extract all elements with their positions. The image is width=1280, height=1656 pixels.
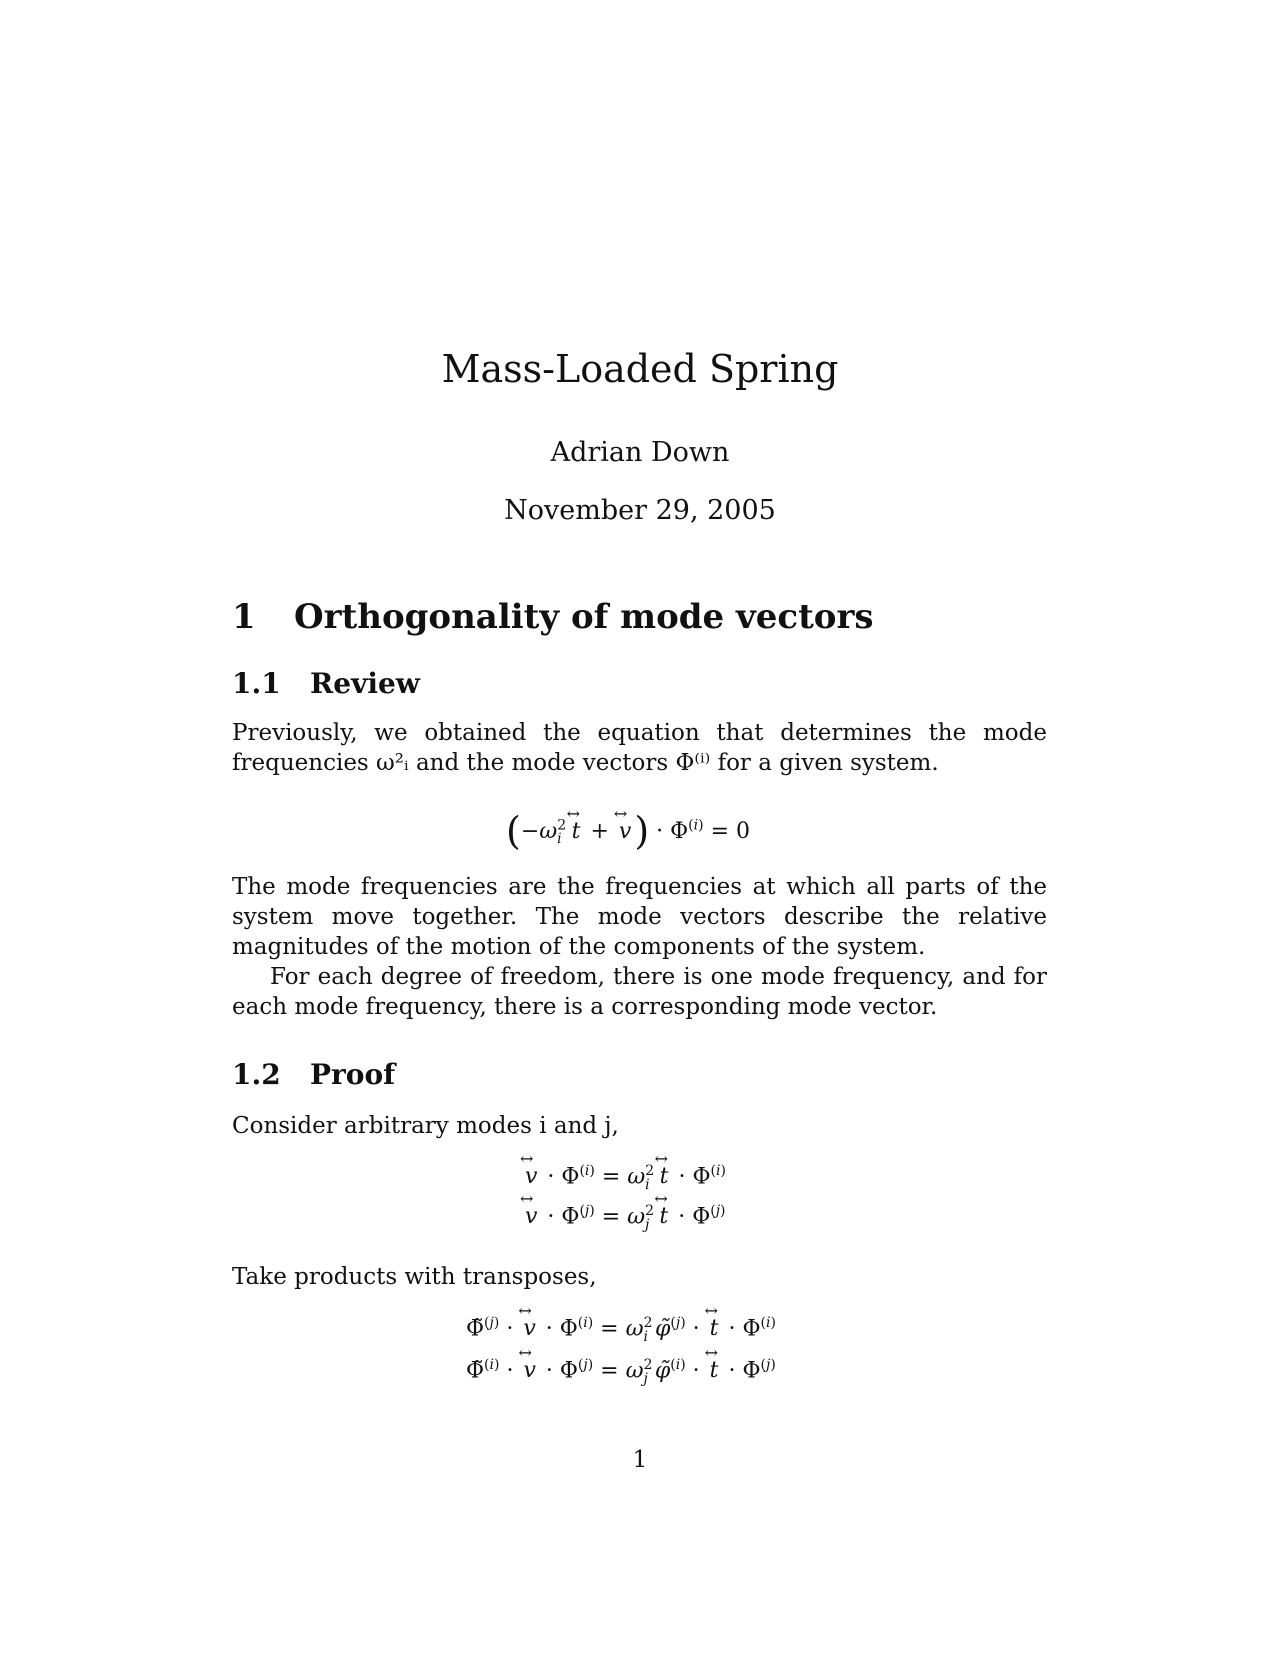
subsection-title: Proof [310, 1058, 396, 1091]
section-heading-1 [232, 597, 874, 637]
paragraph-mode-frequencies: The mode frequencies are the frequencies at which all parts of the system move together. The mode vectors describe the relative magnitudes of the motion of the components of the system. [232, 874, 1047, 960]
page-number: 1 [632, 1447, 648, 1473]
subsection-heading-proof [232, 1058, 395, 1091]
equation-mode-condition: ($-\omega^2_i$ ↔ t + ↔ $v) \cdot \Phi^{(i)} = 0$ [506, 809, 750, 853]
equation-mode-i: ↔ $v \cdot \Phi^{(i)} = \omega^2_i$ ↔ $t \cdot \Phi^{(i)}$ [522, 1163, 726, 1193]
document-title: Mass-Loaded Spring [441, 347, 839, 391]
paragraph-consider-modes: Consider arbitrary modes i and j, [232, 1113, 619, 1139]
subsection-title: Review [310, 667, 420, 700]
subsection-heading-review [232, 667, 420, 700]
paragraph-review-intro: Previously, we obtained the equation that determines the mode frequencies ω²ᵢ and the mode vectors Φ⁽ⁱ⁾ for a given system. [232, 720, 1047, 776]
subsection-number: 1.1 [232, 667, 281, 700]
equation-transpose-j: Φ̃$^{(j)}$ · ↔ $v \cdot \Phi^{(i)} = \omega^2_i$ φ̃$^{(j)}$ · ↔ $t \cdot \Phi^{(i)}$ [466, 1315, 776, 1345]
equation-mode-j: ↔ $v \cdot \Phi^{(j)} = \omega^2_j$ ↔ $t \cdot \Phi^{(j)}$ [522, 1203, 726, 1233]
subsection-number: 1.2 [232, 1058, 281, 1091]
paragraph-degree-of-freedom: For each degree of freedom, there is one mode frequency, and for each mode frequency, there is a corresponding mode vector. [232, 964, 1047, 1020]
equation-transpose-i: Φ̃$^{(i)}$ · ↔ $v \cdot \Phi^{(j)} = \omega^2_j$ φ̃$^{(i)}$ · ↔ $t \cdot \Phi^{(j)}$ [466, 1357, 776, 1387]
paragraph-take-products: Take products with transposes, [232, 1264, 597, 1290]
document-date: November 29, 2005 [504, 495, 776, 526]
document-author: Adrian Down [550, 437, 730, 468]
section-number: 1 [232, 597, 256, 637]
section-title: Orthogonality of mode vectors [294, 597, 874, 637]
